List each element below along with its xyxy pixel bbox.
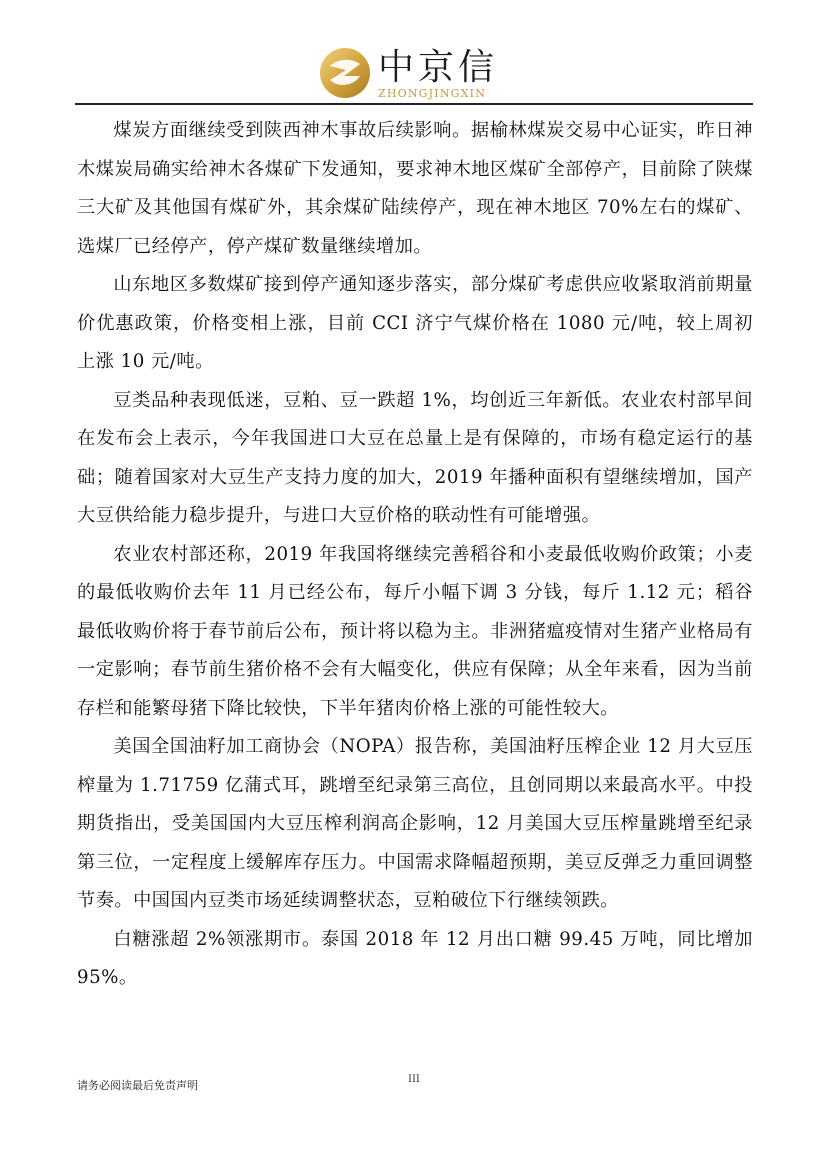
- zhongjingxin-logo-icon: [318, 46, 372, 100]
- paragraph-sugar: 白糖涨超 2%领涨期市。泰国 2018 年 12 月出口糖 99.45 万吨，同比增加 95%。: [77, 928, 753, 988]
- paragraph-grain-policy: 农业农村部还称，2019 年我国将继续完善稻谷和小麦最低收购价政策；小麦的最低收购价去年 11 月已经公布，每斤小幅下调 3 分钱，每斤 1.12 元；稻谷最低收购价将于春节前后公布，预计将以稳为主。非洲猪瘟疫情对生猪产业格局有一定影响；春节前生猪价格不会有大幅变化，供应有保障；从全年来看，因为当前存栏和能繁母猪下降比较快，下半年猪肉价格上涨的可能性较大。: [77, 543, 753, 719]
- paragraph-nopa-report: 美国全国油籽加工商协会（NOPA）报告称，美国油籽压榨企业 12 月大豆压榨量为 1.71759 亿蒲式耳，跳增至纪录第三高位，且创同期以来最高水平。中投期货指出，受美国国内大豆压榨利润高企影响，12 月美国大豆压榨量跳增至纪录第三位，一定程度上缓解库存压力。中国需求降幅超预期，美豆反弹乏力重回调整节奏。中国国内豆类市场延续调整状态，豆粕破位下行继续领跌。: [77, 736, 753, 911]
- brand-name-en: ZHONGJINGXIN: [378, 87, 487, 100]
- paragraph-coal-shandong: 山东地区多数煤矿接到停产通知逐步落实，部分煤矿考虑供应收紧取消前期量价优惠政策，价格变相上涨，目前 CCI 济宁气煤价格在 1080 元/吨，较上周初上涨 10 元/吨。: [77, 274, 753, 372]
- disclaimer-note: 请务必阅读最后免责声明: [77, 1079, 198, 1092]
- paragraph-soybean: 豆类品种表现低迷，豆粕、豆一跌超 1%，均创近三年新低。农业农村部早间在发布会上表示，今年我国进口大豆在总量上是有保障的，市场有稳定运行的基础；随着国家对大豆生产支持力度的加大，2019 年播种面积有望继续增加，国产大豆供给能力稳步提升，与进口大豆价格的联动性有可能增强。: [77, 389, 753, 526]
- page-header: [0, 0, 827, 110]
- article-body: [77, 112, 753, 998]
- brand-name-cn: 中京信: [378, 47, 499, 88]
- paragraph-coal-shaanxi: 煤炭方面继续受到陕西神木事故后续影响。据榆林煤炭交易中心证实，昨日神木煤炭局确实给神木各煤矿下发通知，要求神木地区煤矿全部停产，目前除了陕煤三大矿及其他国有煤矿外，其余煤矿陆续停产，现在神木地区 70%左右的煤矿、选煤厂已经停产，停产煤矿数量继续增加。: [77, 120, 753, 257]
- header-divider: [75, 103, 753, 105]
- page-number: III: [408, 1074, 420, 1085]
